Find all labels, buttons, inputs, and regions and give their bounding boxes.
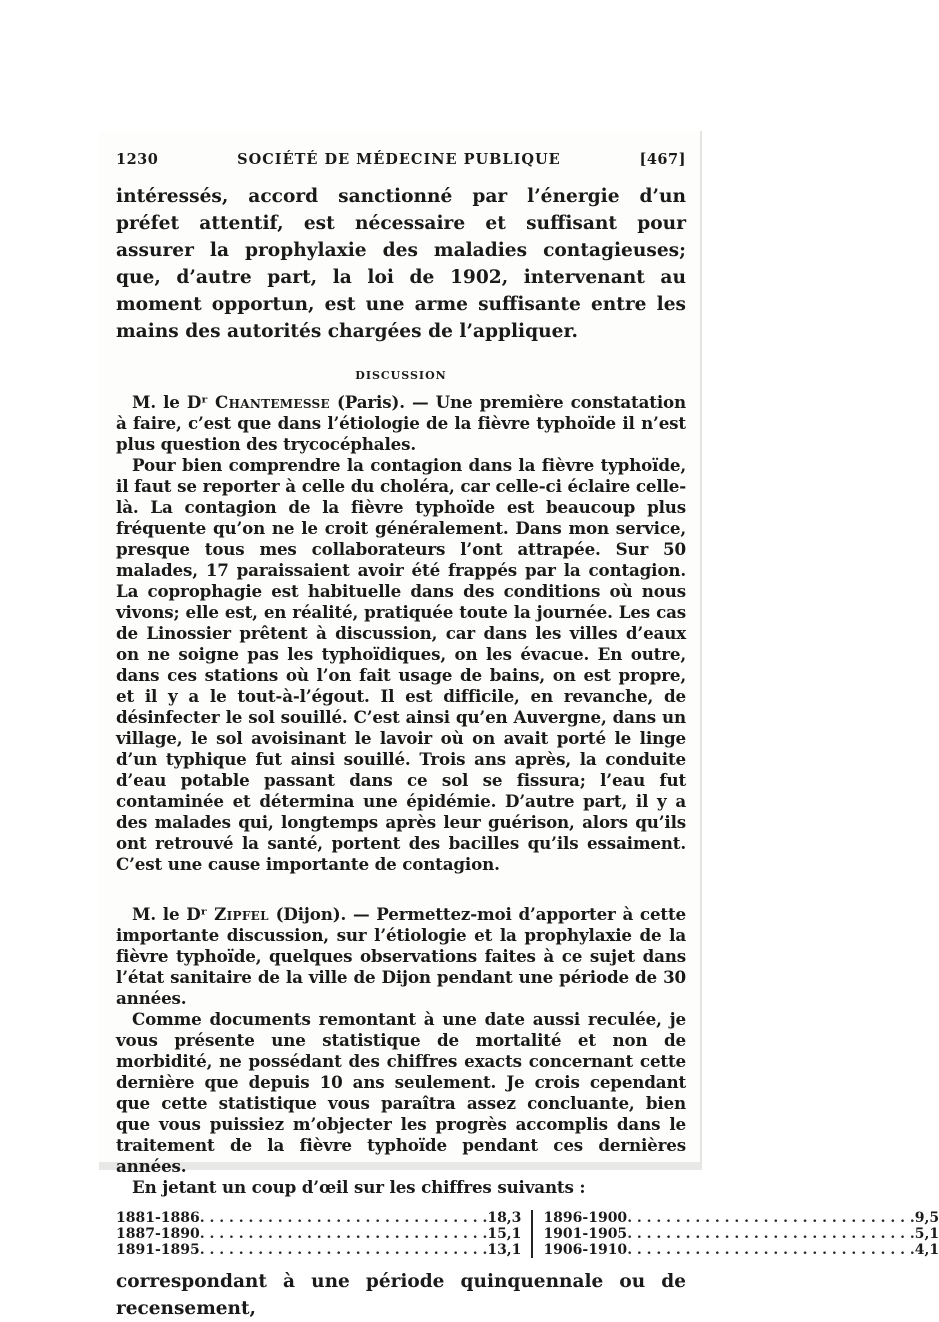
document-page [99, 131, 939, 1319]
zipfel-paragraph-2: Comme documents remontant à une date aussi reculée, je vous présente une statistique de mortalité et non de morbidité, ne possédant des chiffres exacts concernant cette dernière que depuis 10 ans seulement. Je crois cependant que cette statistique vous paraîtra assez concluante, bien que vous puissiez m’objecter les progrès accomplis dans le traitement de la fièvre typhoïde pendant ces dernières années. [116, 1009, 686, 1176]
leader-dots: . . . . . . . . . . . . . . . . . . . . . . . . . . . . . . [199, 1242, 488, 1258]
bracket-number: [467] [639, 151, 686, 168]
period-cell: 1901-1905 [543, 1226, 628, 1242]
period-cell: 1881-1886 [116, 1210, 200, 1226]
speaker-prefix: M. le Dʳ [132, 904, 215, 924]
period-cell: 1906-1910 [543, 1242, 628, 1258]
paragraph-gap [116, 875, 686, 904]
paragraph-text: (Paris). — Une première constatation à faire, c’est que dans l’étiologie de la fièvre typhoïde il n’est plus question des trycocéphales. [116, 392, 686, 454]
table-row [116, 1226, 939, 1242]
speaker-prefix: M. le Dʳ [132, 392, 216, 412]
running-header [116, 151, 686, 177]
leader-dots: . . . . . . . . . . . . . . . . . . . . . . . . . . . . . . [627, 1242, 915, 1258]
zipfel-paragraph-3: En jetant un coup d’œil sur les chiffres suivants : [132, 1177, 586, 1197]
running-title: SOCIÉTÉ DE MÉDECINE PUBLIQUE [237, 151, 561, 168]
chantemesse-paragraph-2: Pour bien comprendre la contagion dans la fièvre typhoïde, il faut se reporter à celle du choléra, car celle-ci éclaire celle-là. La contagion de la fièvre typhoïde est beaucoup plus fréquente qu’on ne le croit généralement. Dans mon service, presque tous mes collaborateurs l’ont attrapée. Sur 50 malades, 17 paraissaient avoir été frappés par la contagion. La coprophagie est habituelle dans des conditions où nous vivons; elle est, en réalité, pratiquée toute la journée. Les cas de Linossier prêtent à discussion, car dans les villes d’eaux on ne soigne pas les typhoïdiques, on les évacue. En outre, dans ces stations où l’on fait usage de bains, on est propre, et il y a le tout-à-l’égout. Il est difficile, en revanche, de désinfecter le sol souillé. C’est ainsi qu’en Auvergne, dans un village, le sol avoisinant le lavoir où on avait porté le linge d’un typhique fut ainsi souillé. Trois ans après, la conduite d’eau potable passant dans ce sol se fissura; l’eau fut contaminée et détermina une épidémie. D’autre part, il y a des malades qui, longtemps après leur guérison, alors qu’ils ont retrouvé la santé, portent des bacilles qu’ils essaiment. C’est une cause importante de contagion. [116, 455, 686, 874]
leader-dots: . . . . . . . . . . . . . . . . . . . . . . . . . . . . . . [627, 1226, 915, 1242]
value-cell: 9,5 [914, 1210, 939, 1226]
page-number: 1230 [116, 151, 159, 168]
value-cell: 13,1 [487, 1242, 522, 1258]
value-cell: 5,1 [914, 1226, 939, 1242]
value-cell: 4,1 [914, 1242, 939, 1258]
leader-dots: . . . . . . . . . . . . . . . . . . . . . . . . . . . . . . [199, 1226, 488, 1242]
leader-dots: . . . . . . . . . . . . . . . . . . . . . . . . . . . . . . [199, 1210, 488, 1226]
section-heading: DISCUSSION [355, 369, 447, 382]
table-row [116, 1210, 939, 1226]
period-cell: 1896-1900 [543, 1210, 628, 1226]
page-content [116, 151, 939, 1322]
intro-paragraph: intéressés, accord sanctionné par l’énergie d’un préfet attentif, est nécessaire et suffisant pour assurer la prophylaxie des maladies contagieuses; que, d’autre part, la loi de 1902, intervenant au moment opportun, est une arme suffisante entre les mains des autorités chargées de l’appliquer. [116, 186, 686, 342]
zipfel-paragraph [116, 904, 686, 1009]
speaker-name: Zipfel [214, 904, 269, 924]
period-cell: 1891-1895 [116, 1242, 200, 1258]
leader-dots: . . . . . . . . . . . . . . . . . . . . . . . . . . . . . . [627, 1210, 915, 1226]
value-cell: 15,1 [487, 1226, 522, 1242]
table-row [116, 1242, 939, 1258]
chantemesse-paragraph [116, 392, 686, 455]
paragraph-text: (Dijon). — Permettez-moi d’apporter à cette importante discussion, sur l’étiologie et la prophylaxie de la fièvre typhoïde, quelques observations faites à ce sujet dans l’état sanitaire de la ville de Dijon pendant une période de 30 années. [116, 904, 686, 1008]
period-cell: 1887-1890 [116, 1226, 200, 1242]
mortality-table [116, 1210, 939, 1258]
closing-line: correspondant à une période quinquennale ou de recensement, [116, 1271, 686, 1319]
value-cell: 18,3 [487, 1210, 522, 1226]
speaker-name: Chantemesse [215, 392, 330, 412]
